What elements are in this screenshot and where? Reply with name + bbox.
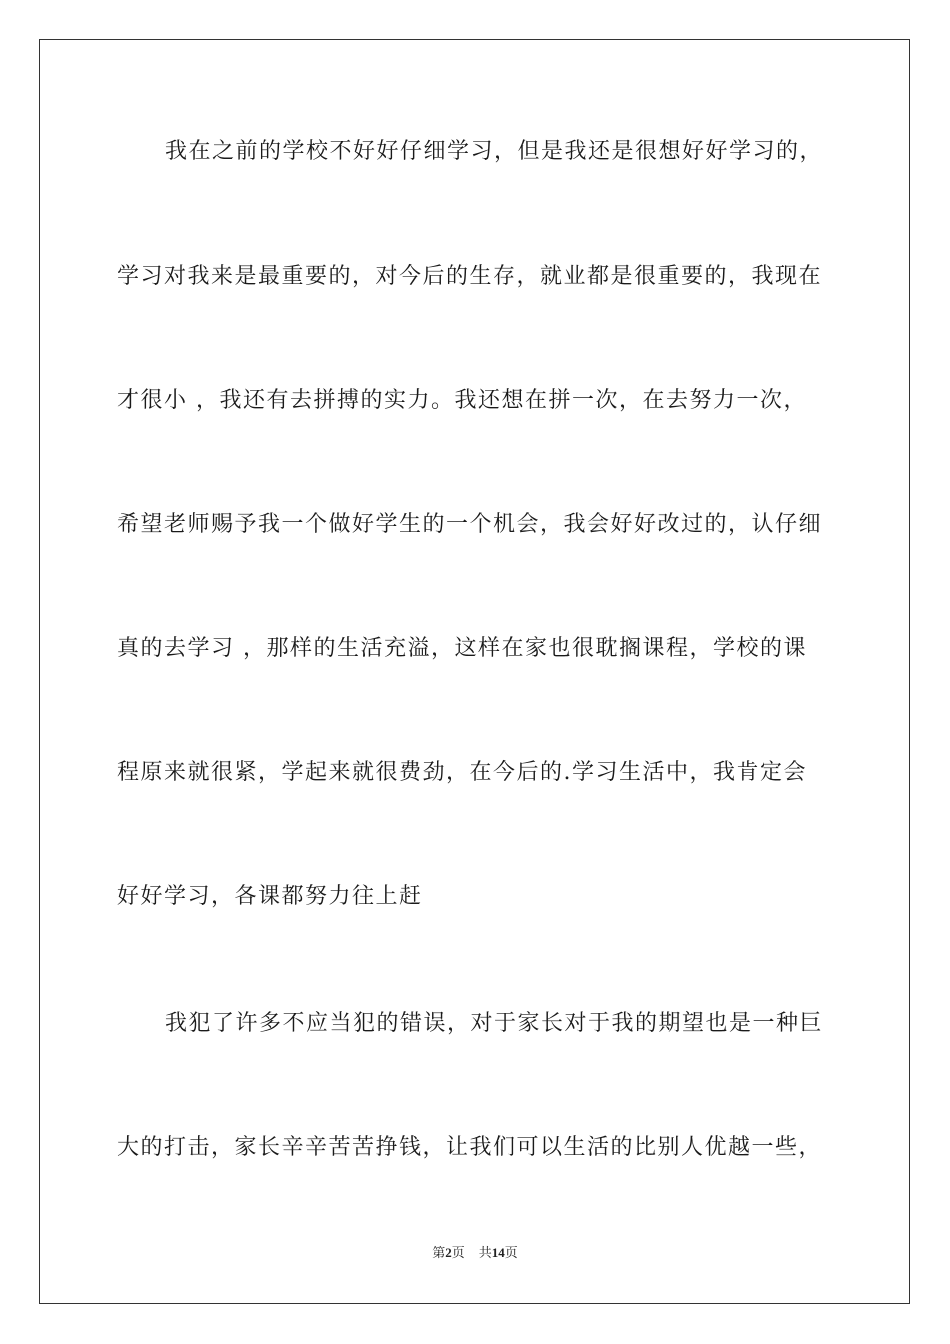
paragraph-1-line-2: 学习对我来是最重要的，对今后的生存，就业都是很重要的，我现在 bbox=[117, 264, 823, 289]
paragraph-1-line-3: 才很小 ，我还有去拼搏的实力。我还想在拼一次，在去努力一次， bbox=[117, 388, 807, 413]
page-footer bbox=[0, 1244, 950, 1262]
paragraph-1-line-4: 希望老师赐予我一个做好学生的一个机会，我会好好改过的，认仔细 bbox=[117, 512, 823, 537]
total-prefix: 共 bbox=[478, 1245, 492, 1260]
paragraph-2-line-1: 我犯了许多不应当犯的错误，对于家长对于我的期望也是一种巨 bbox=[165, 1011, 824, 1036]
page-border bbox=[39, 39, 910, 1304]
total-suffix: 页 bbox=[504, 1245, 518, 1260]
page-prefix: 第 bbox=[432, 1245, 446, 1260]
paragraph-2-line-2: 大的打击，家长辛辛苦苦挣钱，让我们可以生活的比别人优越一些， bbox=[117, 1135, 823, 1160]
page-number: 2 bbox=[445, 1245, 452, 1260]
paragraph-1-line-5: 真的去学习 ，那样的生活充溢，这样在家也很耽搁课程，学校的课 bbox=[117, 636, 807, 661]
paragraph-1-line-6: 程原来就很紧，学起来就很费劲，在今后的.学习生活中，我肯定会 bbox=[117, 760, 807, 785]
total-pages: 14 bbox=[491, 1245, 505, 1260]
paragraph-1-line-7: 好好学习，各课都努力往上赶 bbox=[117, 884, 423, 909]
page-suffix: 页 bbox=[451, 1245, 465, 1260]
paragraph-1-line-1: 我在之前的学校不好好仔细学习，但是我还是很想好好学习的， bbox=[165, 139, 824, 164]
